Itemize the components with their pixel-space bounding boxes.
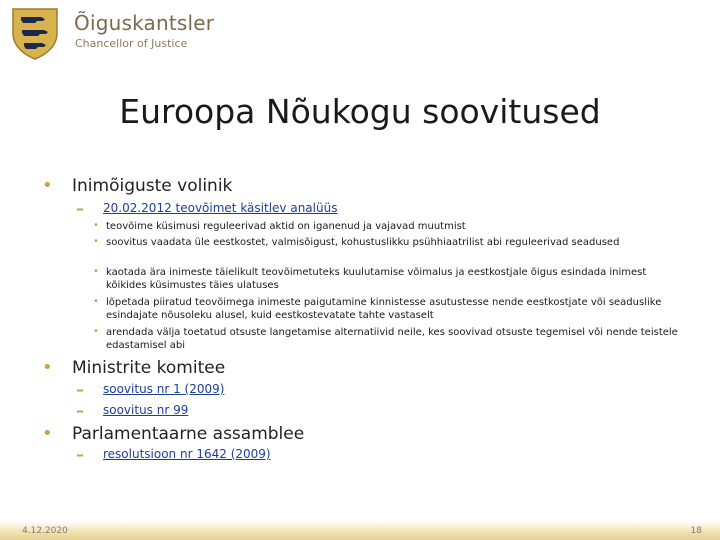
bullet-icon: • [42,423,53,444]
sub-bullet [93,326,678,352]
sub-bullet-text: kaotada ära inimeste täielikult teovõimetuteks kuulutamise võimalus ja eestkostjale õigus esindada inimest kõikides küsimustes täies ulatuses [106,267,647,291]
footer-date: 4.12.2020 [22,526,68,536]
page-number: 18 [690,526,702,536]
footer-bar [0,521,720,540]
section-label [42,175,233,196]
section-label [42,423,305,444]
bullet-icon: • [93,266,99,277]
list-item [76,380,225,399]
link-recommendation-99[interactable]: soovitus nr 99 [103,403,189,417]
bullet-icon: • [93,236,99,247]
coat-of-arms-logo [7,5,63,61]
bullet-icon: • [93,296,99,307]
brand-name: Õiguskantsler [74,11,215,35]
bullet-icon: • [93,326,99,337]
link-recommendation-1-2009[interactable]: soovitus nr 1 (2009) [103,382,225,396]
brand-subtitle: Chancellor of Justice [75,37,188,50]
sub-bullet-text: teovõime küsimusi reguleerivad aktid on iganenud ja vajavad muutmist [106,221,466,232]
section-label-text: Ministrite komitee [72,358,226,378]
sub-bullet-text: arendada välja toetatud otsuste langetamise alternatiivid neile, kes soovivad otsuste tegemisel või nende teistele edastamisel abi [106,327,678,351]
slide-title: Euroopa Nõukogu soovitused [119,92,601,131]
sub-bullet [93,220,678,233]
sub-bullet-text: lõpetada piiratud teovõimega inimeste paigutamine kinnistesse asutustesse nende eestkostjate või seaduslike esindajate nõusoleku alusel, kuid eestkostevatate tahte vastaselt [106,297,662,321]
list-item [76,401,189,420]
dash-icon: – [76,401,84,420]
bullet-icon: • [42,175,53,196]
section-label-text: Parlamentaarne assamblee [72,424,305,444]
section-label-text: Inimõiguste volinik [72,176,233,196]
list-item [76,445,271,464]
dash-icon: – [76,380,84,399]
bullet-icon: • [93,220,99,231]
bullet-icon: • [42,357,53,378]
sub-bullet [93,236,678,249]
section-label [42,357,226,378]
link-resolution-1642-2009[interactable]: resolutsioon nr 1642 (2009) [103,447,271,461]
list-item [76,199,338,218]
sub-bullet-text: soovitus vaadata üle eestkostet, valmisõigust, kohustuslikku psühhiaatrilist abi reguleerivad seadused [106,237,620,248]
dash-icon: – [76,199,84,218]
link-analysis-20-02-2012[interactable]: 20.02.2012 teovõimet käsitlev analüüs [103,201,338,215]
dash-icon: – [76,445,84,464]
sub-bullet [93,266,678,292]
sub-bullet [93,296,678,322]
